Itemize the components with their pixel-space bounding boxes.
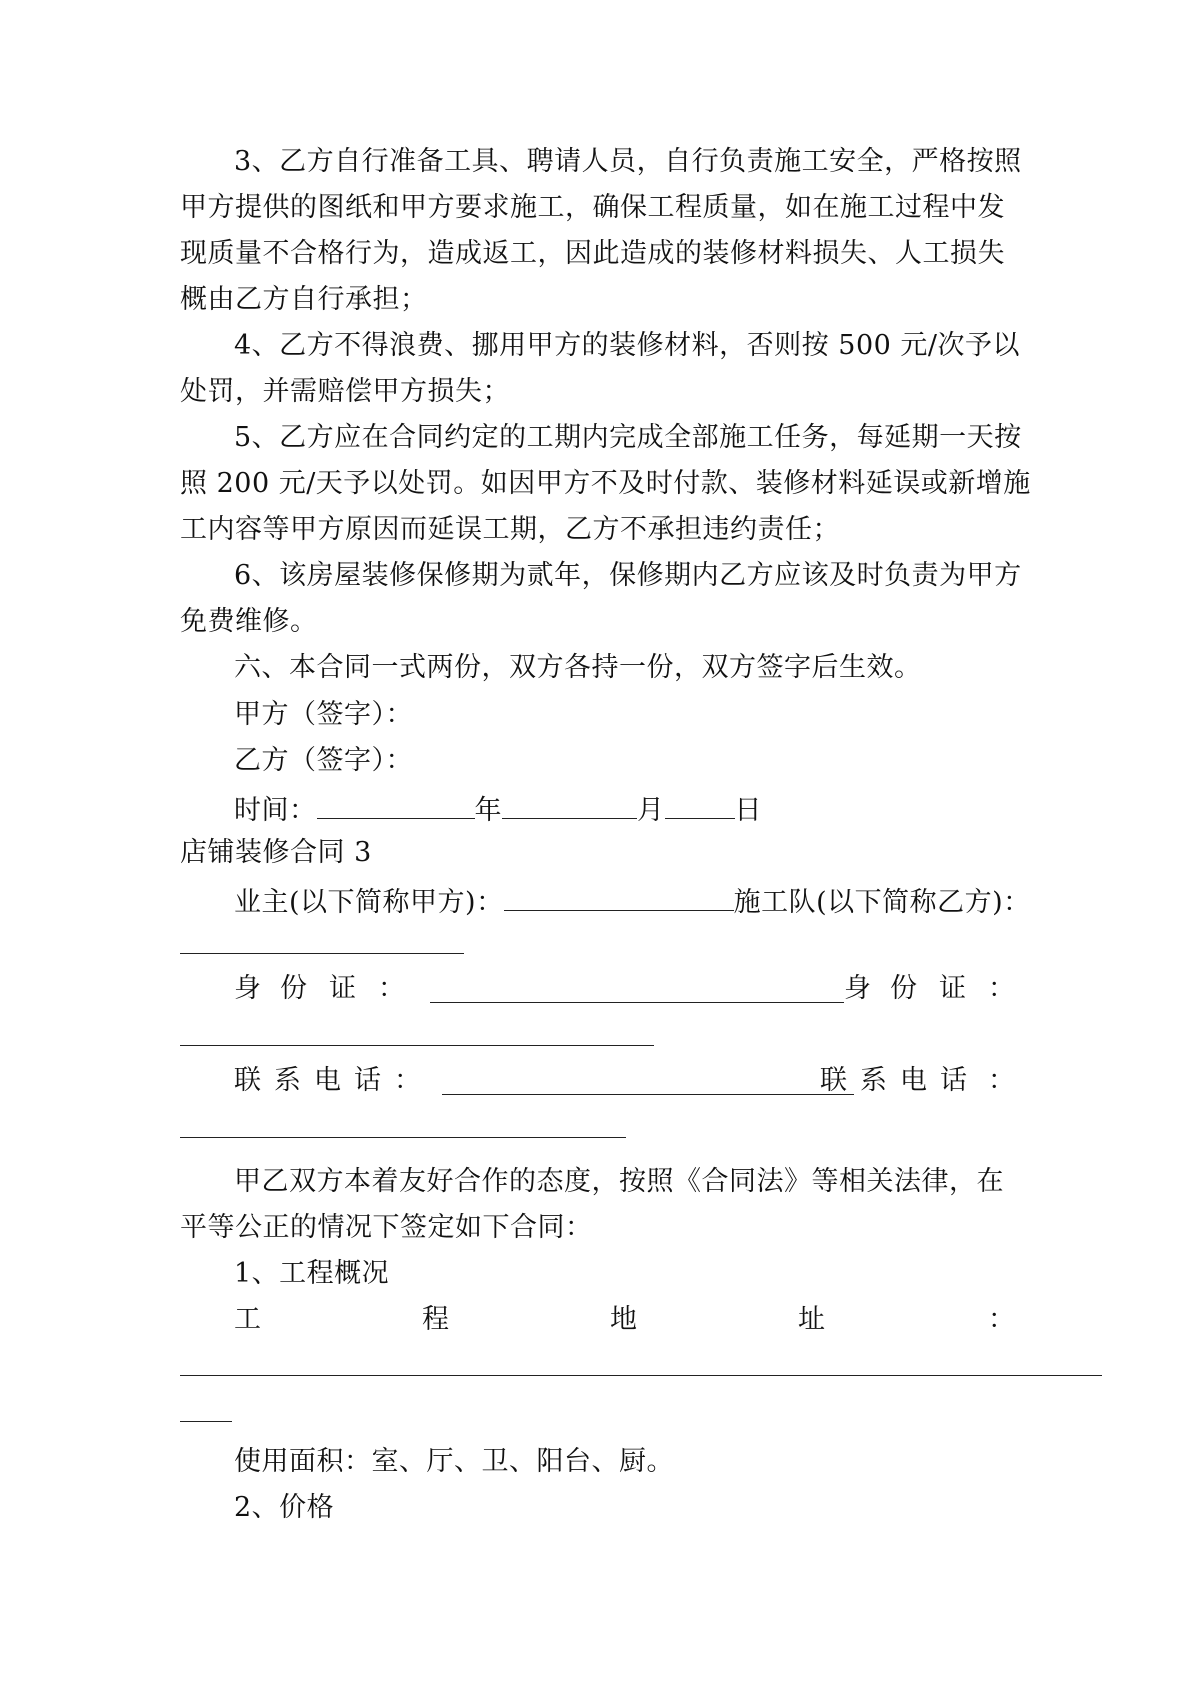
phone-label-char: 电 (900, 1065, 927, 1096)
phone-label-char: 联 (234, 1065, 261, 1096)
contract-3-title: 店铺装修合同 3 (180, 837, 372, 868)
phone-label-char: ： (394, 1065, 421, 1096)
address-blank-b[interactable] (180, 1421, 232, 1422)
id-label-char: 份 (280, 973, 307, 1004)
address-label-char: ： (988, 1304, 1015, 1335)
address-label-char: 地 (610, 1304, 637, 1335)
month-blank[interactable] (502, 788, 637, 819)
month-label: 月 (637, 795, 665, 826)
team-label: 施工队(以下简称乙方)： (733, 887, 1031, 918)
clause-3-line-4: 概由乙方自行承担； (180, 284, 428, 315)
phone-label-char: 系 (274, 1065, 301, 1096)
address-blank-a[interactable] (180, 1375, 1102, 1376)
clause-5-line-2: 照 200 元/天予以处罚。如因甲方不及时付款、装修材料延误或新增施 (180, 468, 1031, 499)
year-blank[interactable] (317, 788, 475, 819)
phone-blank-a[interactable] (442, 1064, 854, 1095)
section-1-title: 1、工程概况 (234, 1258, 390, 1289)
phone-label-char: 联 (820, 1065, 847, 1096)
date-label: 时间： (234, 795, 317, 826)
id-label-char: 身 (844, 973, 871, 1004)
clause-4-line-2: 处罚，并需赔偿甲方损失； (180, 376, 510, 407)
address-label-char: 工 (234, 1304, 261, 1335)
phone-label-char: 话 (354, 1065, 381, 1096)
date-row (234, 788, 762, 830)
address-label-char: 址 (798, 1304, 825, 1335)
clause-six: 六、本合同一式两份，双方各持一份，双方签字后生效。 (234, 652, 922, 683)
phone-label-char: 系 (860, 1065, 887, 1096)
phone-label-char: 电 (314, 1065, 341, 1096)
id-blank-a[interactable] (430, 972, 844, 1003)
sign-party-a: 甲方（签字）： (234, 699, 413, 730)
area-line: 使用面积：室、厅、卫、阳台、厨。 (234, 1446, 674, 1477)
id-label-char: 身 (234, 973, 261, 1004)
id-label-char: ： (988, 973, 1015, 1004)
clause-4-line-1: 4、乙方不得浪费、挪用甲方的装修材料，否则按 500 元/次予以 (234, 330, 1020, 361)
owner-label: 业主(以下简称甲方)： (234, 887, 504, 918)
clause-5-line-3: 工内容等甲方原因而延误工期，乙方不承担违约责任； (180, 514, 840, 545)
id-label-char: 份 (890, 973, 917, 1004)
clause-6-line-1: 6、该房屋装修保修期为贰年，保修期内乙方应该及时负责为甲方 (234, 560, 1022, 591)
clause-3-line-1: 3、乙方自行准备工具、聘请人员，自行负责施工安全，严格按照 (234, 146, 1022, 177)
phone-blank-b[interactable] (180, 1137, 626, 1138)
day-blank[interactable] (665, 788, 735, 819)
owner-blank[interactable] (504, 880, 734, 911)
clause-3-line-2: 甲方提供的图纸和甲方要求施工，确保工程质量，如在施工过程中发 (180, 192, 1005, 223)
id-label-char: ： (378, 973, 405, 1004)
id-label-char: 证 (939, 973, 966, 1004)
section-2-title: 2、价格 (234, 1492, 335, 1523)
preamble-line-1: 甲乙双方本着友好合作的态度，按照《合同法》等相关法律，在 (234, 1166, 1004, 1197)
parties-row (234, 880, 1031, 922)
preamble-line-2: 平等公正的情况下签定如下合同： (180, 1212, 593, 1243)
year-label: 年 (474, 795, 502, 826)
clause-6-line-2: 免费维修。 (180, 606, 318, 637)
id-label-char: 证 (329, 973, 356, 1004)
clause-5-line-1: 5、乙方应在合同约定的工期内完成全部施工任务，每延期一天按 (234, 422, 1022, 453)
address-label-char: 程 (422, 1304, 449, 1335)
day-label: 日 (734, 795, 762, 826)
phone-label-char: ： (988, 1065, 1015, 1096)
team-blank[interactable] (180, 953, 464, 954)
clause-3-line-3: 现质量不合格行为，造成返工，因此造成的装修材料损失、人工损失 (180, 238, 1005, 269)
id-blank-b[interactable] (180, 1045, 654, 1046)
sign-party-b: 乙方（签字）： (234, 745, 413, 776)
phone-label-char: 话 (940, 1065, 967, 1096)
